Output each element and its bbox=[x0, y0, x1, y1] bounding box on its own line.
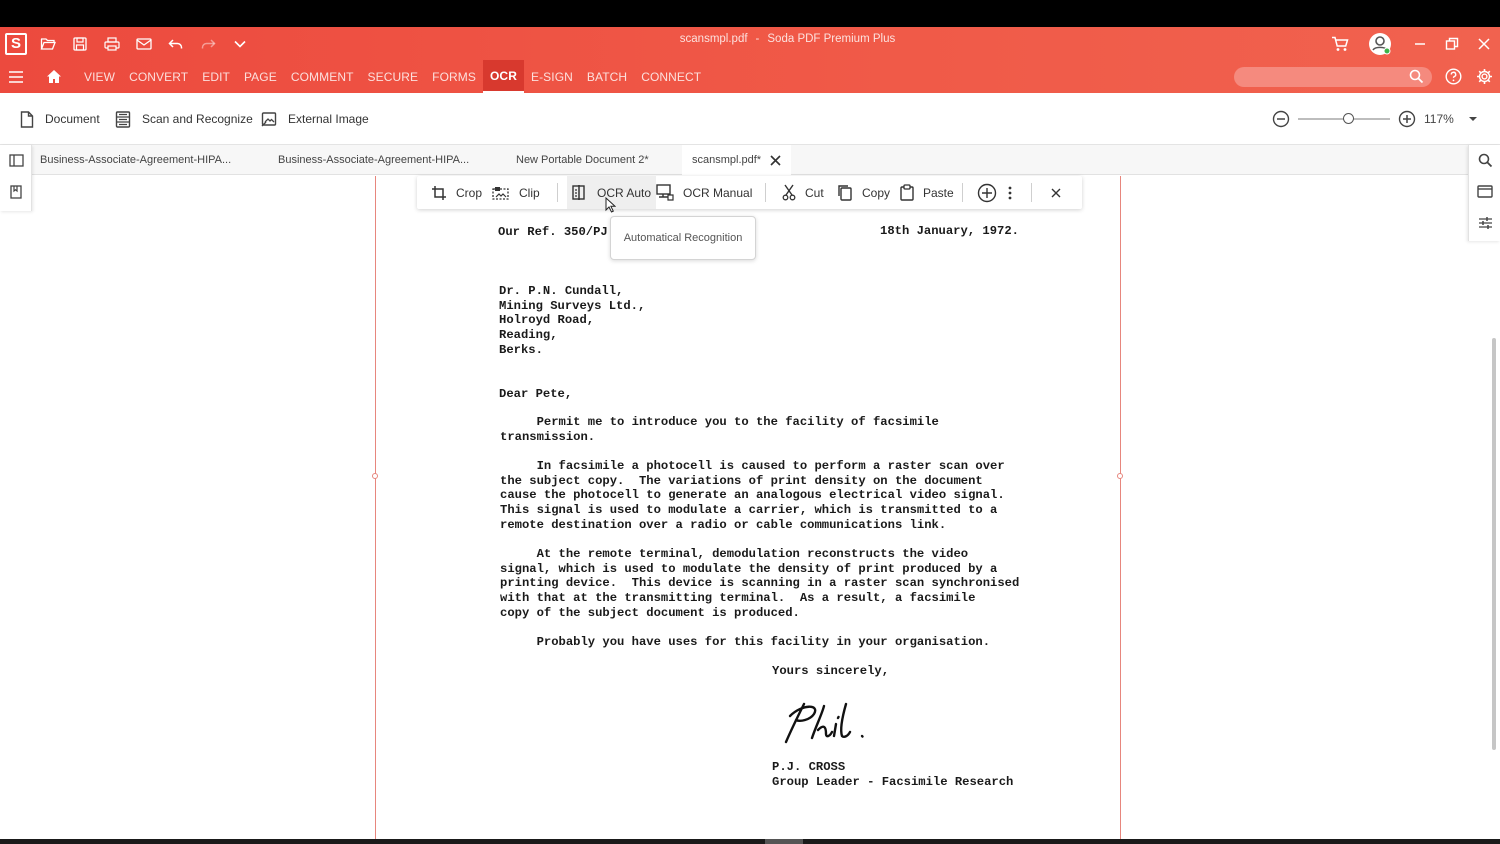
ocr-auto-icon bbox=[572, 184, 588, 201]
zoom-dropdown-chevron-icon[interactable] bbox=[1468, 116, 1478, 122]
save-icon[interactable] bbox=[64, 27, 96, 60]
scan-and-recognize-label: Scan and Recognize bbox=[142, 112, 253, 126]
quick-access-toolbar bbox=[0, 27, 256, 60]
tab-business-associate-1[interactable] bbox=[40, 145, 231, 175]
menu-connect[interactable]: CONNECT bbox=[641, 69, 702, 84]
customize-chevron-down-icon[interactable] bbox=[224, 27, 256, 60]
menu-edit[interactable]: EDIT bbox=[202, 69, 230, 84]
page-resize-handle-left[interactable] bbox=[372, 473, 378, 479]
letter-paragraph-1: Permit me to introduce you to the facility of facsimile transmission. bbox=[500, 415, 939, 444]
clip-button[interactable] bbox=[492, 176, 540, 209]
account-avatar-icon[interactable] bbox=[1356, 27, 1404, 60]
letter-closing: Yours sincerely, bbox=[772, 664, 890, 678]
crop-label: Crop bbox=[456, 185, 483, 200]
restore-icon[interactable] bbox=[1436, 27, 1468, 60]
paste-label: Paste bbox=[923, 185, 954, 200]
menu-ocr[interactable]: OCR bbox=[483, 60, 524, 93]
ocr-floating-toolbar bbox=[417, 176, 1082, 209]
top-strip bbox=[0, 0, 1500, 27]
document-button[interactable] bbox=[20, 93, 100, 145]
external-image-icon bbox=[261, 111, 277, 127]
letter-reference: Our Ref. 350/PJ bbox=[498, 225, 608, 239]
bottom-strip bbox=[0, 839, 1500, 844]
menu-batch[interactable]: BATCH bbox=[586, 69, 628, 84]
page-view-icon[interactable] bbox=[1469, 176, 1500, 207]
external-image-label: External Image bbox=[288, 112, 369, 126]
title-bar bbox=[0, 27, 1500, 60]
letter-salutation: Dear Pete, bbox=[499, 387, 573, 401]
zoom-control bbox=[1272, 93, 1478, 145]
document-label: Document bbox=[45, 112, 100, 126]
undo-icon[interactable] bbox=[160, 27, 192, 60]
document-icon bbox=[20, 111, 34, 128]
help-icon[interactable] bbox=[1441, 60, 1465, 93]
minimize-icon[interactable] bbox=[1404, 27, 1436, 60]
properties-sliders-icon[interactable] bbox=[1469, 207, 1500, 238]
cut-button[interactable] bbox=[782, 176, 824, 209]
crop-button[interactable] bbox=[431, 176, 482, 209]
ocr-auto-label: OCR Auto bbox=[597, 185, 652, 200]
tab-label: New Portable Document 2* bbox=[516, 154, 649, 166]
zoom-level[interactable]: 117% bbox=[1424, 112, 1454, 126]
letter-paragraph-2: In facsimile a photocell is caused to perform a raster scan over the subject copy. The variations of print density on the document cause the photocell to generate an analogous electrical video signal. This signal is used to modulate a carrier, which is transmitted to a remote destination over a radio or cable communications link. bbox=[500, 459, 1005, 532]
menu-forms[interactable]: FORMS bbox=[432, 69, 476, 84]
tab-label: Business-Associate-Agreement-HIPA... bbox=[278, 154, 470, 166]
copy-icon bbox=[837, 184, 853, 201]
redo-icon[interactable] bbox=[192, 27, 224, 60]
more-options-button[interactable] bbox=[1008, 176, 1021, 209]
letter-address: Dr. P.N. Cundall, Mining Surveys Ltd., Holroyd Road, Reading, Berks. bbox=[499, 284, 646, 357]
left-sidebar bbox=[0, 145, 32, 211]
copy-label: Copy bbox=[862, 185, 891, 200]
menu-esign[interactable]: E-SIGN bbox=[530, 69, 573, 84]
cart-icon[interactable] bbox=[1324, 27, 1356, 60]
letter-date: 18th January, 1972. bbox=[880, 224, 1019, 238]
add-circle-icon bbox=[977, 183, 997, 203]
paste-button[interactable] bbox=[900, 176, 954, 209]
main-menu bbox=[77, 60, 708, 93]
toolbar-divider bbox=[557, 183, 558, 202]
zoom-slider[interactable] bbox=[1298, 118, 1390, 120]
panel-toggle-icon[interactable] bbox=[0, 145, 32, 176]
tab-label: Business-Associate-Agreement-HIPA... bbox=[40, 154, 232, 166]
toolbar-divider bbox=[1031, 183, 1032, 202]
home-icon[interactable] bbox=[38, 60, 70, 93]
close-toolbar-button[interactable] bbox=[1051, 176, 1070, 209]
crop-icon bbox=[431, 185, 447, 201]
zoom-in-icon[interactable] bbox=[1398, 110, 1416, 128]
page-resize-handle-right[interactable] bbox=[1117, 473, 1123, 479]
gear-icon[interactable] bbox=[1472, 60, 1496, 93]
menu-view[interactable]: VIEW bbox=[84, 69, 116, 84]
search-input[interactable] bbox=[1234, 67, 1432, 87]
title-separator: - bbox=[755, 33, 760, 45]
ocr-ribbon bbox=[0, 93, 1500, 145]
search-icon[interactable] bbox=[1409, 69, 1424, 89]
add-circle-button[interactable] bbox=[977, 176, 1006, 209]
ocr-auto-tooltip: Automatical Recognition bbox=[610, 216, 756, 260]
letter-paragraph-3: At the remote terminal, demodulation reconstructs the video signal, which is used to modulate the density of print produced by a printing device. This device is scanning in a raster scan synchronised with that at the transmitting terminal. As a result, a facsimile copy of the subject document is produced. bbox=[500, 547, 1020, 620]
external-image-button[interactable] bbox=[261, 93, 369, 145]
clip-icon bbox=[492, 186, 510, 200]
menu-bar bbox=[0, 60, 1500, 93]
clipboard-paste-icon bbox=[900, 184, 914, 201]
right-sidebar bbox=[1468, 145, 1500, 241]
copy-button[interactable] bbox=[837, 176, 890, 209]
menu-comment[interactable]: COMMENT bbox=[290, 69, 354, 84]
letter-signatory-name: P.J. CROSS bbox=[772, 760, 846, 774]
clip-label: Clip bbox=[519, 185, 540, 200]
tab-scansmpl[interactable] bbox=[682, 145, 791, 175]
bookmarks-icon[interactable] bbox=[0, 176, 32, 207]
hamburger-menu-icon[interactable] bbox=[0, 60, 32, 93]
ocr-manual-label: OCR Manual bbox=[683, 185, 753, 200]
close-tab-icon[interactable] bbox=[770, 155, 781, 166]
toolbar-divider bbox=[962, 183, 963, 202]
window-controls bbox=[1324, 27, 1500, 60]
more-vertical-icon bbox=[1008, 186, 1012, 200]
email-icon[interactable] bbox=[128, 27, 160, 60]
tab-new-portable-document-2[interactable] bbox=[516, 145, 649, 175]
close-icon bbox=[1051, 188, 1061, 198]
window-app-name: Soda PDF Premium Plus bbox=[767, 33, 896, 45]
toolbar-divider bbox=[765, 183, 766, 202]
app-logo-icon[interactable]: S bbox=[0, 27, 32, 60]
zoom-slider-handle[interactable] bbox=[1343, 113, 1354, 124]
vertical-scrollbar[interactable] bbox=[1492, 338, 1496, 750]
document-tab-bar bbox=[0, 145, 1500, 175]
scissors-icon bbox=[782, 184, 796, 201]
ocr-manual-icon bbox=[656, 184, 674, 201]
letter-paragraph-4: Probably you have uses for this facility in your organisation. bbox=[500, 635, 991, 649]
mouse-cursor-icon bbox=[605, 197, 616, 213]
zoom-out-icon[interactable] bbox=[1272, 110, 1290, 128]
tab-label: scansmpl.pdf* bbox=[692, 154, 762, 166]
scan-and-recognize-button[interactable] bbox=[115, 93, 253, 145]
letter-signatory-title: Group Leader - Facsimile Research bbox=[772, 775, 1014, 789]
menu-convert[interactable]: CONVERT bbox=[129, 69, 189, 84]
menu-secure[interactable]: SECURE bbox=[367, 69, 419, 84]
tab-business-associate-2[interactable] bbox=[278, 145, 469, 175]
find-search-icon[interactable] bbox=[1469, 145, 1500, 176]
print-icon[interactable] bbox=[96, 27, 128, 60]
cut-label: Cut bbox=[805, 185, 824, 200]
close-window-icon[interactable] bbox=[1468, 27, 1500, 60]
menu-page[interactable]: PAGE bbox=[243, 69, 277, 84]
window-file-name: scansmpl.pdf bbox=[679, 33, 748, 45]
open-folder-icon[interactable] bbox=[32, 27, 64, 60]
handwritten-signature bbox=[780, 698, 870, 748]
ocr-manual-button[interactable] bbox=[656, 176, 752, 209]
scanner-icon bbox=[115, 111, 131, 128]
horizontal-scroll-thumb[interactable] bbox=[765, 839, 803, 844]
